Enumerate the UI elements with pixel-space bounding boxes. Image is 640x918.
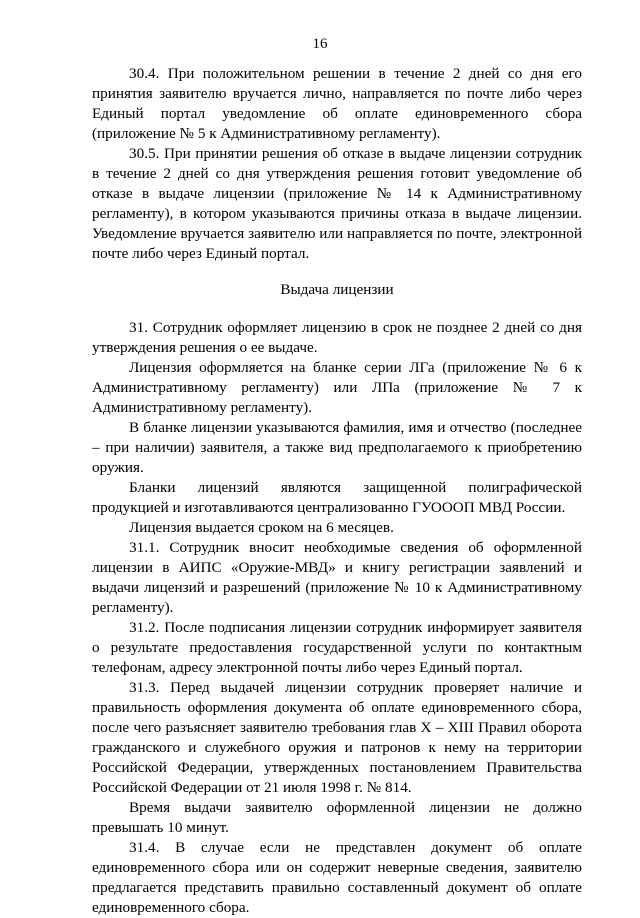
paragraph-31: 31. Сотрудник оформляет лицензию в срок не позднее 2 дней со дня утверждения решения о ее выдаче. <box>92 319 582 356</box>
paragraph-30-5: 30.5. При принятии решения об отказе в выдаче лицензии сотрудник в течение 2 дней со дня утверждения решения готовит уведомление об отказе в выдаче лицензии (приложение № 14 к Административному регламенту), в котором указываются причины отказа в выдаче лицензии. Уведомление вручается заявителю или направляется по почте, электронной почте либо через Единый портал. <box>92 145 582 262</box>
paragraph-license-form: Лицензия оформляется на бланке серии ЛГа (приложение № 6 к Административному регламенту) или ЛПа (приложение № 7 к Административному регламенту). <box>92 359 582 416</box>
section-title: Выдача лицензии <box>280 281 394 298</box>
paragraph-issue-time: Время выдачи заявителю оформленной лицензии не должно превышать 10 минут. <box>92 799 582 836</box>
paragraph-license-blanks: Бланки лицензий являются защищенной полиграфической продукцией и изготавливаются централизованно ГУОООП МВД России. <box>92 479 582 516</box>
paragraph-31-2: 31.2. После подписания лицензии сотрудник информирует заявителя о результате предоставления государственной услуги по контактным телефонам, адресу электронной почты либо через Единый портал. <box>92 619 582 676</box>
paragraph-license-term: Лицензия выдается сроком на 6 месяцев. <box>129 519 394 536</box>
paragraph-31-3: 31.3. Перед выдачей лицензии сотрудник проверяет наличие и правильность оформления документа об оплате единовременного сбора, после чего разъясняет заявителю требования глав X – XIII Правил оборота гражданского и служебного оружия и патронов к нему на территории Российской Федерации, утвержденных постановлением Правительства Российской Федерации от 21 июля 1998 г. № 814. <box>92 679 582 796</box>
paragraph-31-1: 31.1. Сотрудник вносит необходимые сведения об оформленной лицензии в АИПС «Оружие-МВД» и книгу регистрации заявлений и выдачи лицензий и разрешений (приложение № 10 к Административному регламенту). <box>92 539 582 616</box>
paragraph-30-4: 30.4. При положительном решении в течение 2 дней со дня его принятия заявителю вручается лично, направляется по почте либо через Единый портал уведомление об оплате единовременного сбора (приложение № 5 к Административному регламенту). <box>92 65 582 142</box>
paragraph-31-4: 31.4. В случае если не представлен документ об оплате единовременного сбора или он содержит неверные сведения, заявителю предлагается представить правильно составленный документ об оплате единовременного сбора. <box>92 839 582 916</box>
page-number: 16 <box>312 36 328 52</box>
paragraph-license-fields: В бланке лицензии указываются фамилия, имя и отчество (последнее – при наличии) заявителя, а также вид предполагаемого к приобретению оружия. <box>92 419 582 476</box>
document-body <box>92 64 582 918</box>
